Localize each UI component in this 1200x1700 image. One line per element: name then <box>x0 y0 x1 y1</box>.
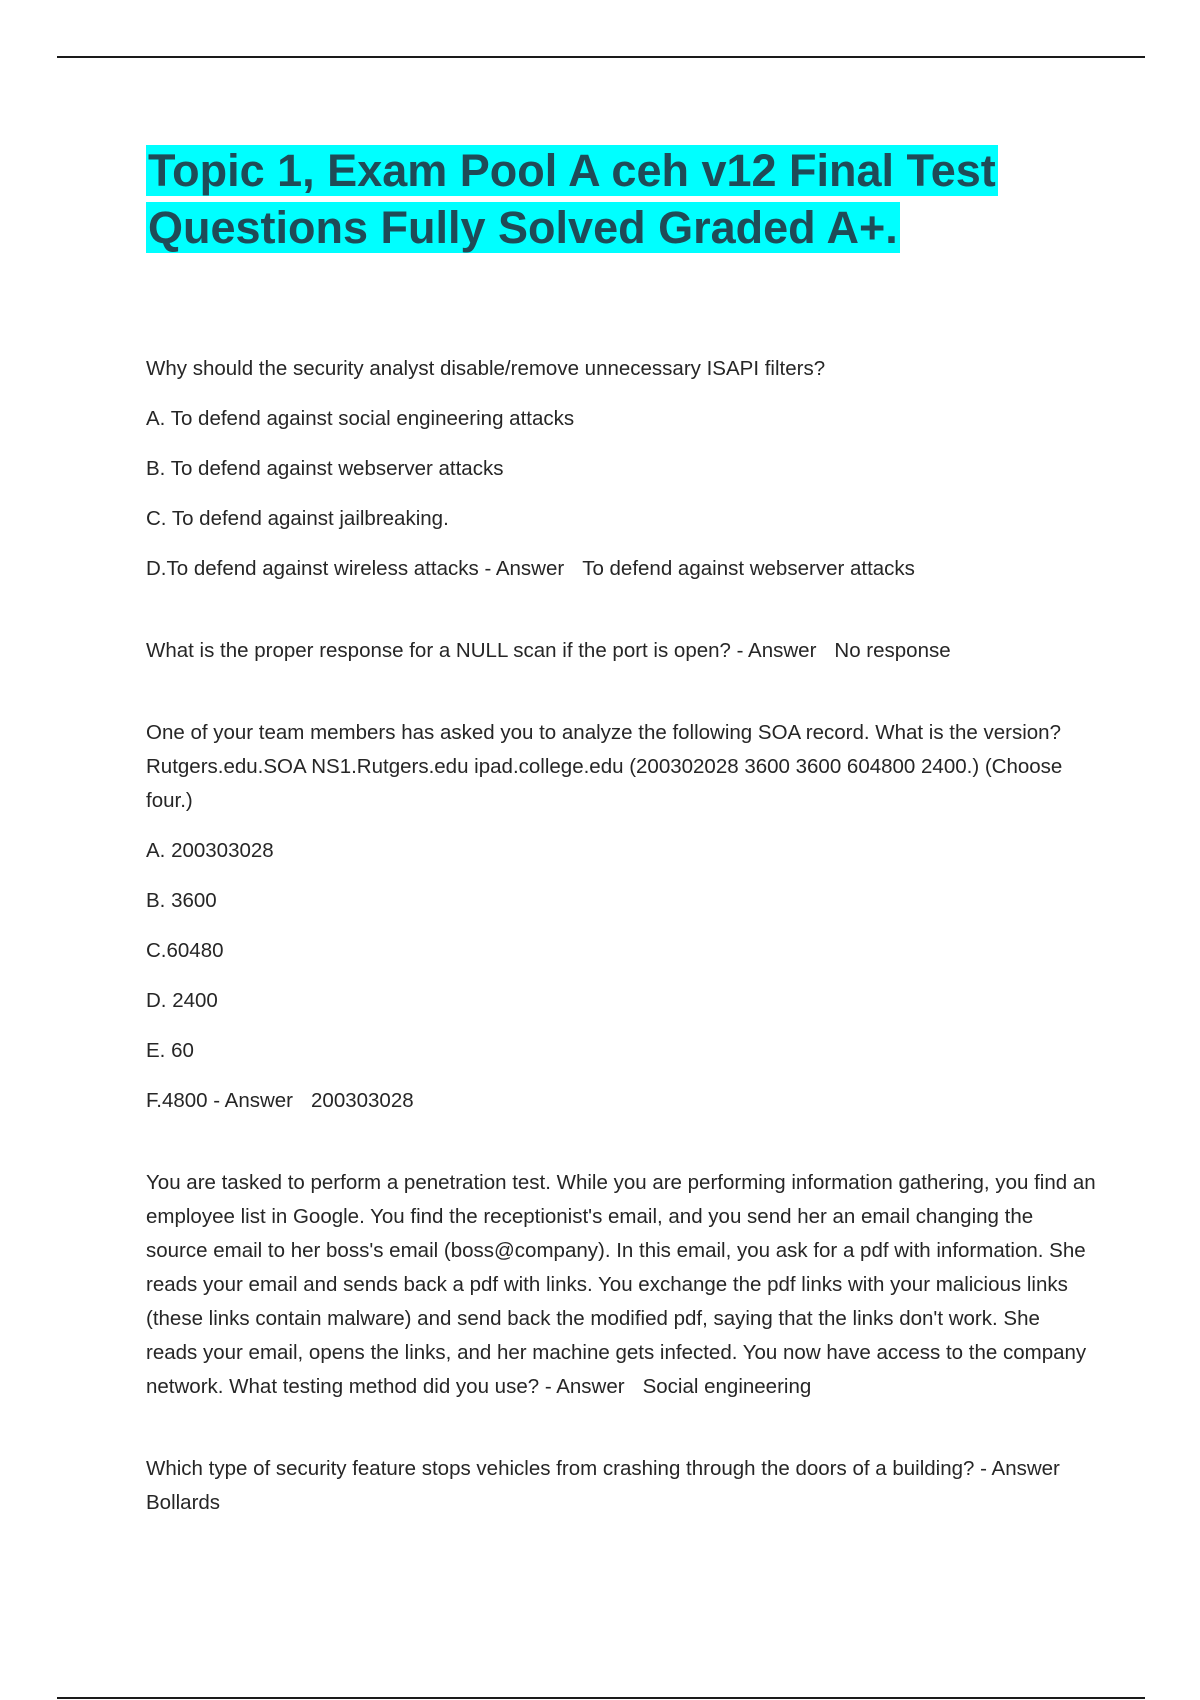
option: D.To defend against wireless attacks <box>146 557 479 580</box>
option: D. 2400 <box>146 989 218 1012</box>
question-text: One of your team members has asked you to analyze the following SOA record. What is the version? Rutgers.edu.SOA NS1.Rutgers.edu ipad.college.edu (200302028 3600 3600 604800 2400.) (Choose four.) <box>146 721 1063 812</box>
bottom-rule <box>57 1697 1145 1699</box>
question-block <box>146 1166 1096 1404</box>
document-body <box>146 352 1096 1568</box>
document-header <box>146 142 1096 256</box>
question-block <box>146 1452 1096 1520</box>
option: A. To defend against social engineering attacks <box>146 407 575 430</box>
top-rule <box>57 56 1145 58</box>
question-block <box>146 634 1096 668</box>
answer-label: - Answer <box>213 1089 294 1112</box>
option: A. 200303028 <box>146 839 274 862</box>
question-with-answer <box>146 1452 1096 1520</box>
question-block <box>146 352 1096 586</box>
answer-text: Social engineering <box>642 1375 812 1398</box>
question-text: What is the proper response for a NULL scan if the port is open? <box>146 639 731 662</box>
option-with-answer <box>146 552 1096 586</box>
answer-text: To defend against webserver attacks <box>582 557 915 580</box>
answer-label: - Answer <box>544 1375 625 1398</box>
option-with-answer <box>146 1084 1096 1118</box>
question-block <box>146 716 1096 1118</box>
answer-text: No response <box>834 639 951 662</box>
answer-text: 200303028 <box>311 1089 414 1112</box>
question-text: Why should the security analyst disable/remove unnecessary ISAPI filters? <box>146 357 826 380</box>
question-with-answer <box>146 634 1096 668</box>
option: C. To defend against jailbreaking. <box>146 507 449 530</box>
question-with-answer <box>146 1166 1096 1404</box>
document-title <box>146 142 1096 256</box>
answer-label: - Answer <box>980 1457 1060 1480</box>
option: E. 60 <box>146 1039 194 1062</box>
answer-label: - Answer <box>736 639 817 662</box>
option: B. To defend against webserver attacks <box>146 457 504 480</box>
option: B. 3600 <box>146 889 217 912</box>
answer-text: Bollards <box>146 1491 221 1514</box>
option: C.60480 <box>146 939 224 962</box>
option: F.4800 <box>146 1089 208 1112</box>
question-text: You are tasked to perform a penetration test. While you are performing information gathering, you find an employee list in Google. You find the receptionist's email, and you send her an email changing the source email to her boss's email (boss@company). In this email, you ask for a pdf with information. She reads your email and sends back a pdf with links. You exchange the pdf links with your malicious links (these links contain malware) and send back the modified pdf, saying that the links don't work. She reads your email, opens the links, and her machine gets infected. You now have access to the company network. What testing method did you use? <box>146 1171 1096 1398</box>
answer-label: - Answer <box>484 557 565 580</box>
title-highlight: Topic 1, Exam Pool A ceh v12 Final Test Questions Fully Solved Graded A+. <box>148 145 996 253</box>
question-text: Which type of security feature stops vehicles from crashing through the doors of a building? <box>146 1457 975 1480</box>
